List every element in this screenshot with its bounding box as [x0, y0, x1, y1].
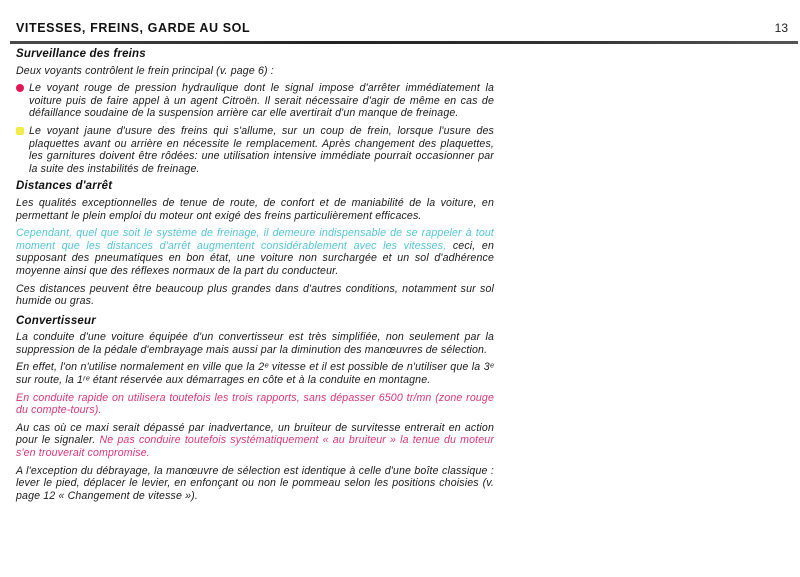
paragraph-text: ceci, en supposant des pneumatiques en bon état, une voiture non surchargée et un sol d'adhérence moyenne ainsi que des réflexes normaux de la part du conducteur. — [16, 239, 495, 277]
chapter-title: VITESSES, FREINS, GARDE AU SOL — [16, 21, 251, 35]
section-heading-arret: Distances d'arrêt — [16, 180, 113, 193]
section-heading-freins: Surveillance des freins — [16, 48, 146, 60]
page-header — [16, 21, 788, 37]
convertisseur-paragraph-5: A l'exception du débrayage, la manœuvre de sélection est identique à celle d'une boîte classique : lever le pied, déplacer le levier, en enfonçant ou non le pommeau selon les positions choisies (v. page 12 « Changement de vitesse »). — [16, 464, 494, 502]
red-dot-icon — [16, 84, 24, 92]
bullet-text: Le voyant jaune d'usure des freins qui s'allume, sur un coup de frein, lorsque l'usure des plaquettes avant ou arrière en nécessite le remplacement. Après changement des plaquettes, les garnitures doivent être rôdées: une utilisation intensive immédiate pourrait occasionner par la suite des instabilités de freinage. — [29, 124, 494, 175]
header-divider — [10, 41, 798, 44]
section-heading-convertisseur: Convertisseur — [16, 314, 96, 327]
arret-paragraph-1: Les qualités exceptionnelles de tenue de route, de confort et de maniabilité de la voiture, en permettant le plein emploi du moteur ont exigé des freins particulièrement efficaces. — [16, 196, 494, 222]
bullet-red-indicator — [16, 82, 494, 120]
convertisseur-paragraph-3: En conduite rapide on utilisera toutefois les trois rapports, sans dépasser 6500 tr/mn (zone rouge du compte-tours). — [16, 391, 494, 417]
page-number: 13 — [774, 21, 788, 35]
convertisseur-paragraph-1: La conduite d'une voiture équipée d'un convertisseur est très simplifiée, non seulement par la suppression de la pédale d'embrayage mais aussi par la diminution des manœuvres de sélection. — [16, 331, 494, 356]
yellow-dot-icon — [16, 127, 24, 135]
paragraph-text: Au cas où ce maxi serait dépassé par inadvertance, un bruiteur de survitesse entrerait en action pour le signaler. — [16, 421, 494, 447]
page-body — [16, 48, 494, 507]
arret-paragraph-3: Ces distances peuvent être beaucoup plus grandes dans d'autres conditions, notamment sur sol humide ou gras. — [16, 282, 494, 308]
bullet-yellow-indicator — [16, 125, 494, 175]
highlighted-text: Cependant, quel que soit le système de freinage, il demeure indispensable de se rappeler à tout moment que les distances d'arrêt augmentent considérablement avec les vitesses, — [16, 227, 494, 252]
arret-paragraph-2 — [16, 227, 494, 277]
convertisseur-paragraph-2: En effet, l'on n'utilise normalement en ville que la 2ᵉ vitesse et il est possible de n'utiliser que la 3ᵉ sur route, la 1ʳᵉ étant réservée aux démarrages en côte et à la conduite en montagne. — [16, 361, 494, 387]
convertisseur-paragraph-4 — [16, 422, 494, 460]
bullet-text: Le voyant rouge de pression hydraulique dont le signal impose d'arrêter immédiatement la voiture puis de faire appel à un agent Citroën. Il serait nécessaire d'agir de même en cas de défaillance soudaine de la suspension arrière car elle avertirait d'un manque de freinage. — [29, 82, 494, 120]
freins-intro: Deux voyants contrôlent le frein principal (v. page 6) : — [16, 64, 274, 77]
highlighted-text: Ne pas conduire toutefois systématiquement « au bruiteur » la tenue du moteur s'en trouverait compromise. — [16, 434, 494, 460]
